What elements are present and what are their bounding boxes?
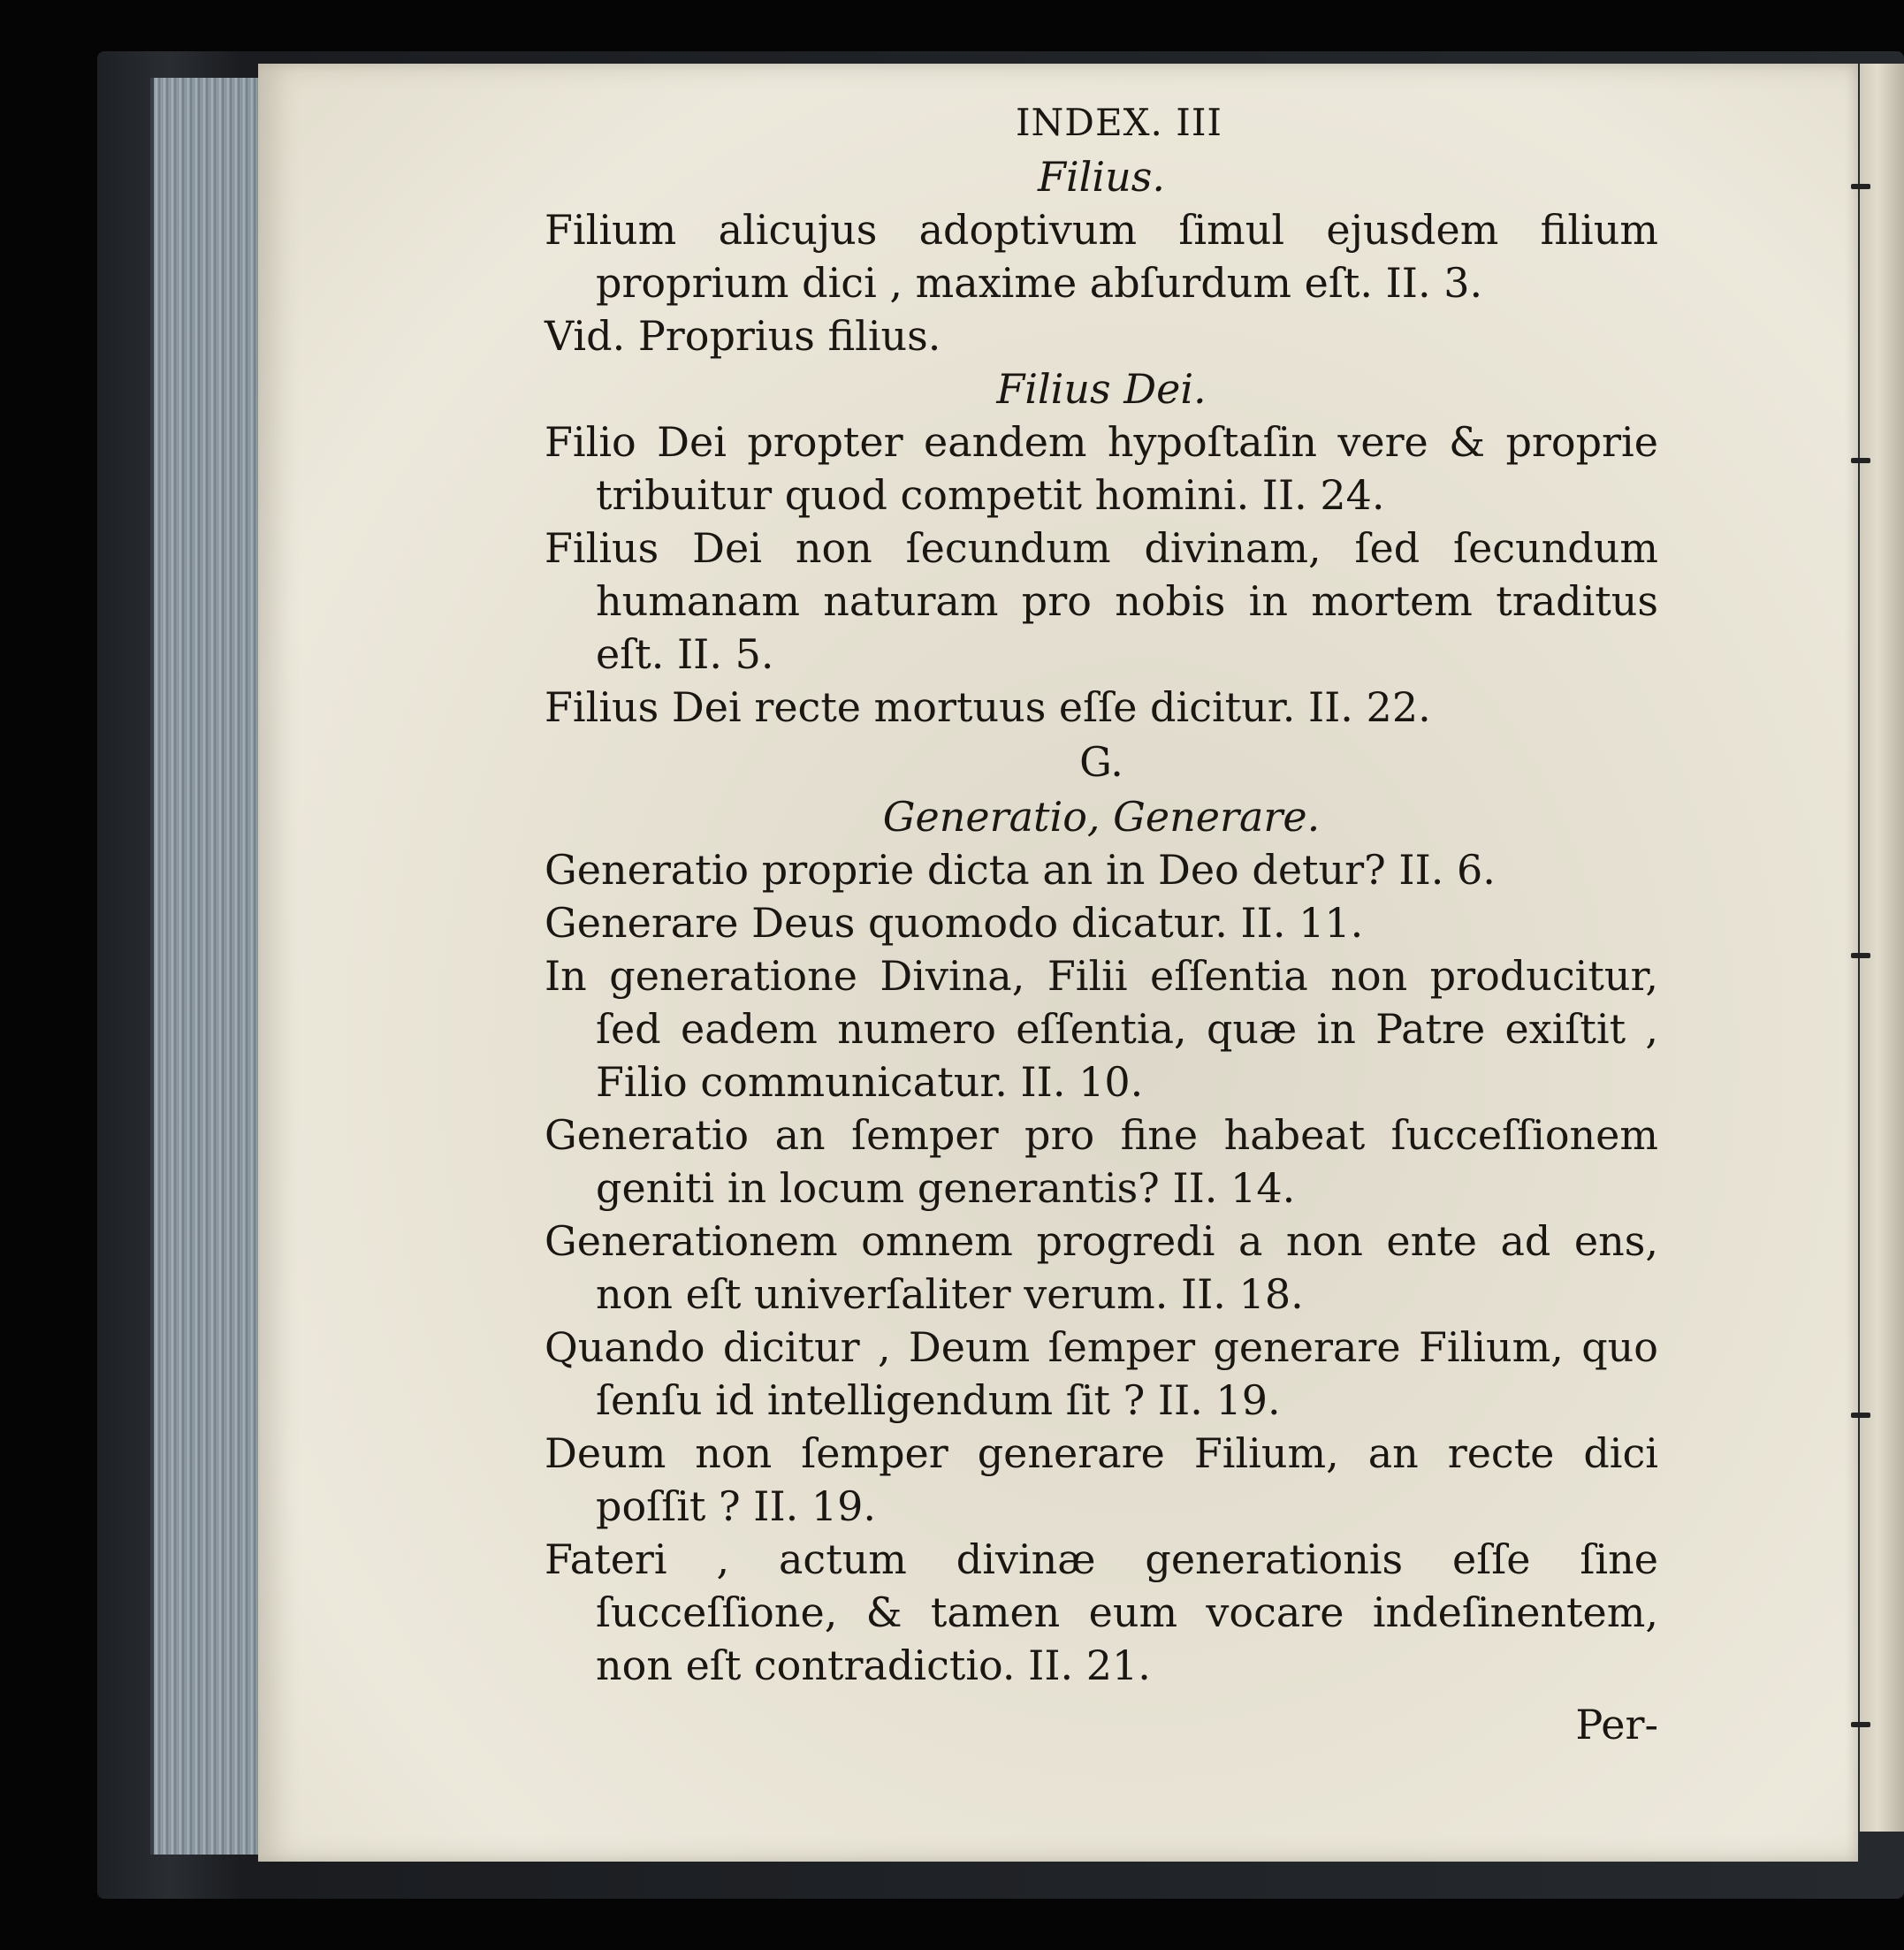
index-entry: Filius Dei recte mortuus eſſe dicitur. II. 22. bbox=[545, 683, 1431, 731]
edge-mark bbox=[1851, 458, 1870, 463]
section-heading-generatio: Generatio, Generare. bbox=[882, 793, 1321, 841]
running-header: INDEX. III bbox=[1015, 101, 1223, 144]
facing-page-edge bbox=[1860, 64, 1904, 1832]
index-entry: Generatio proprie dicta an in Deo detur? II. 6. bbox=[545, 846, 1496, 894]
edge-mark bbox=[1851, 184, 1870, 189]
page-text bbox=[545, 95, 1658, 1754]
index-entry: Generationem omnem progredi a non ente ad ens, non eſt univerſaliter verum. II. 18. bbox=[545, 1217, 1658, 1318]
index-entry: Deum non ſemper generare Filium, an recte dici poſſit ? II. 19. bbox=[545, 1429, 1658, 1530]
section-heading-filius: Filius. bbox=[1038, 153, 1165, 201]
edge-mark bbox=[1851, 1722, 1870, 1727]
letter-heading: G. bbox=[1079, 738, 1123, 786]
edge-mark bbox=[1851, 1413, 1870, 1418]
index-entry: Vid. Proprius filius. bbox=[545, 312, 941, 360]
index-entry: Quando dicitur , Deum ſemper generare Filium, quo ſenſu id intelligendum ſit ? II. 19. bbox=[545, 1323, 1658, 1424]
page-edges bbox=[150, 78, 260, 1855]
catchword: Per- bbox=[1575, 1701, 1658, 1748]
index-entry: Filio Dei propter eandem hypoſtaſin vere & proprie tribuitur quod competit homini. II. 24. bbox=[545, 418, 1658, 519]
section-heading-filius-dei: Filius Dei. bbox=[996, 365, 1207, 413]
index-entry: Filius Dei non ſecundum divinam, ſed ſecundum humanam naturam pro nobis in mortem traditus eſt. II. 5. bbox=[545, 524, 1658, 678]
index-entry: Generatio an ſemper pro fine habeat ſucceſſionem geniti in locum generantis? II. 14. bbox=[545, 1111, 1658, 1212]
index-entry: Generare Deus quomodo dicatur. II. 11. bbox=[545, 899, 1364, 947]
index-entry: Fateri , actum divinæ generationis eſſe ſine ſucceſſione, & tamen eum vocare indeſinentem, non eſt contradictio. II. 21. bbox=[545, 1535, 1658, 1689]
edge-mark bbox=[1851, 953, 1870, 958]
index-entry: Filium alicujus adoptivum ſimul ejusdem filium proprium dici , maxime abſurdum eſt. II. 3. bbox=[545, 206, 1658, 307]
index-entry: In generatione Divina, Filii eſſentia non producitur, ſed eadem numero eſſentia, quæ in Patre exiſtit , Filio communicatur. II. 10. bbox=[545, 952, 1658, 1106]
